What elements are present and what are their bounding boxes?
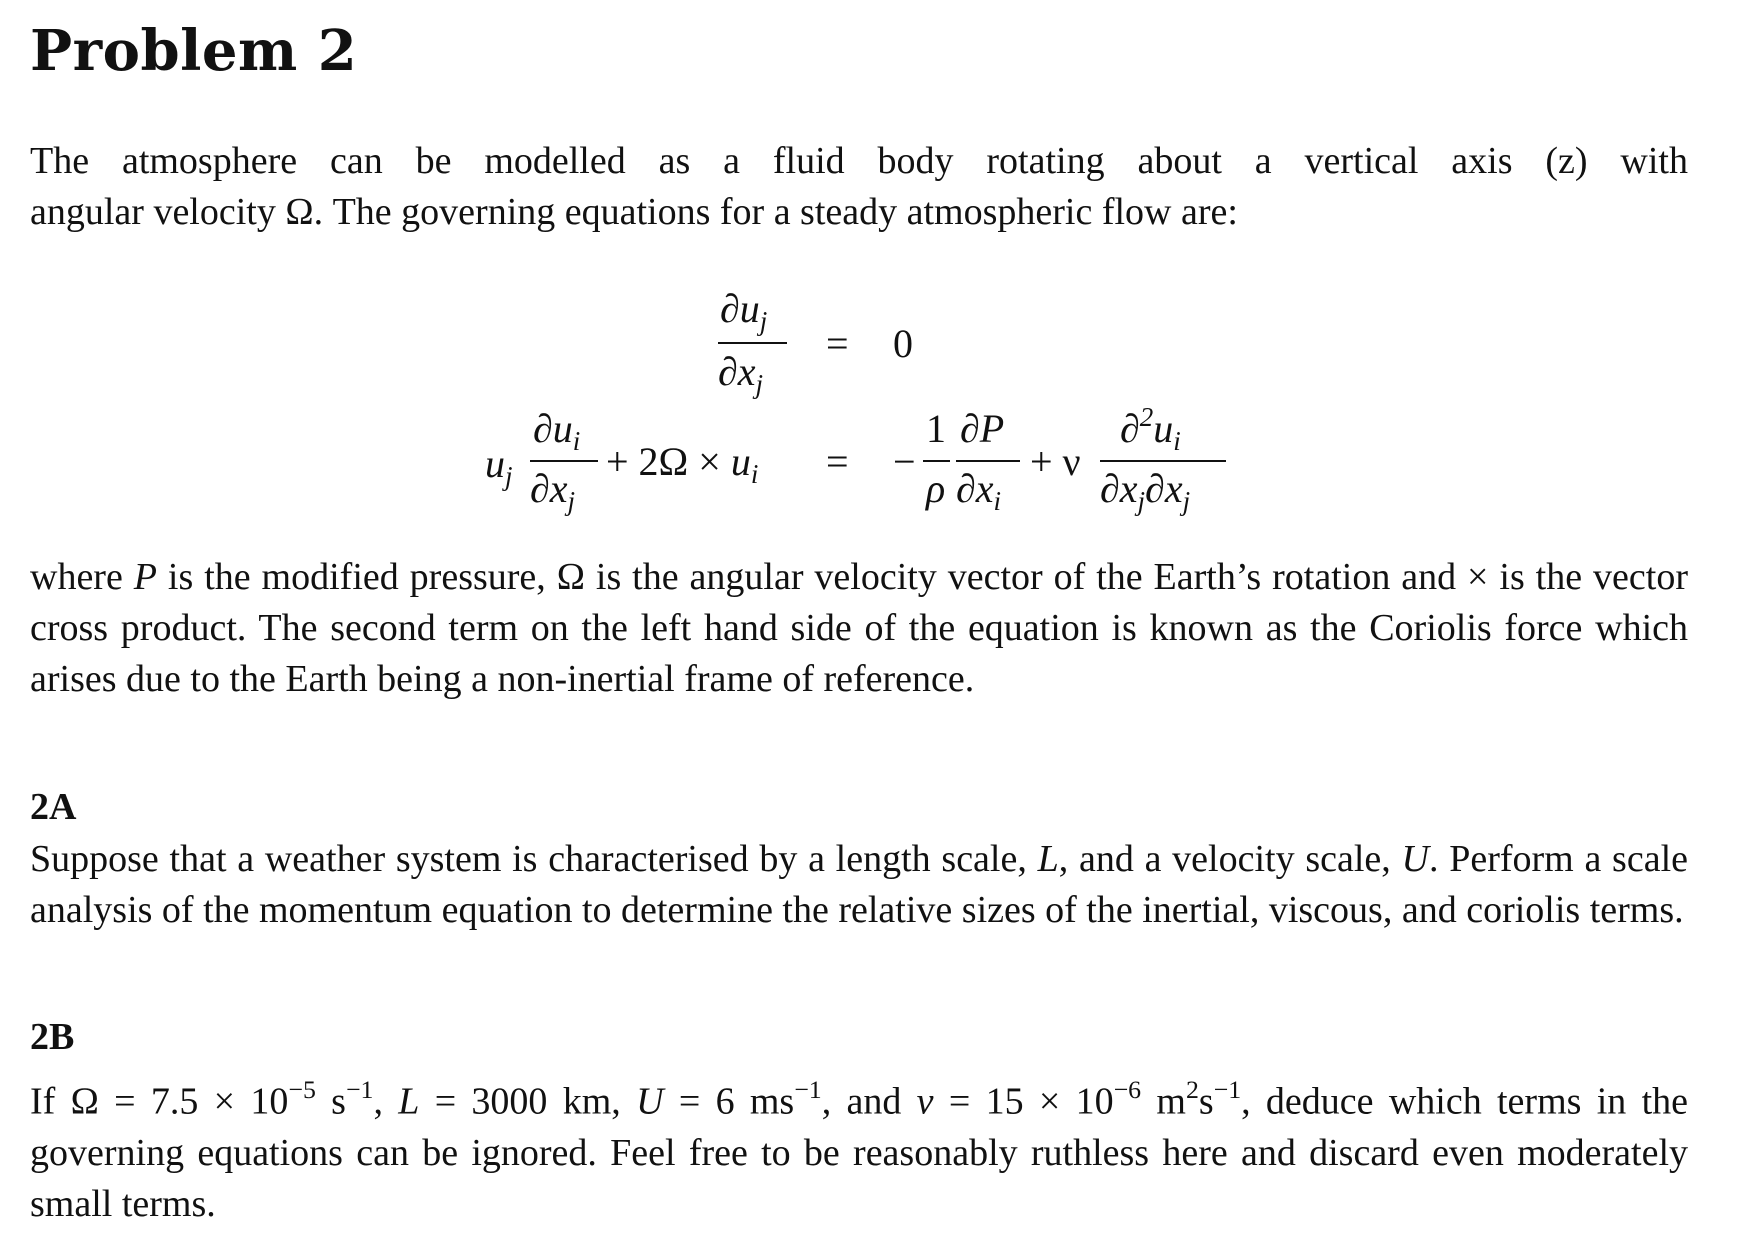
part-2b-text: If $\Omega = 7.5 \times 10^{-5}$ $s^{-1}$, L = 3000 km, U = 6 $ms^{-1}$, and $\nu = 15 \times 10^{-6}$ $m^2s^{-1}$, deduce which terms in the governing equations can be ignored. Feel free to be reasonably ruthless here and discard even moderately small terms. — [30, 1075, 1688, 1225]
eq1-denominator: $\partial x_j$ — [718, 349, 764, 399]
eq2-lhs-numerator: $\partial u_i$ — [533, 406, 581, 456]
continuity-equation — [718, 286, 913, 399]
eq2-rhs-frac2-den: $\partial x_i$ — [956, 466, 1002, 516]
part-2b-heading: 2B — [30, 1016, 75, 1058]
eq2-rhs-frac2-num: ∂P — [960, 406, 1005, 451]
eq2-lhs-denominator: $\partial x_j$ — [530, 466, 576, 516]
governing-equations — [0, 0, 1760, 560]
eq2-minus: − — [893, 439, 916, 484]
eq2-rhs-frac1-den: ρ — [926, 466, 946, 511]
explanation-paragraph: where P is the modified pressure, Ω is the angular velocity vector of the Earth’s rotation and × is the vector cross product. The second term on the left hand side of the equation is known as the Coriolis force which arises due to the Earth being a non-inertial frame of reference. — [30, 556, 1688, 700]
eq2-rhs-frac1-num: 1 — [926, 406, 946, 451]
eq1-equals: = — [826, 321, 849, 366]
eq1-rhs: 0 — [893, 321, 913, 366]
eq2-rhs-frac3-num: $\partial^2u_i$ — [1120, 402, 1181, 456]
eq2-equals: = — [826, 439, 849, 484]
eq2-rhs-frac3-den: $\partial x_j\partial x_j$ — [1100, 466, 1191, 516]
problem-title: Problem 2 — [30, 18, 358, 84]
momentum-equation — [485, 402, 1226, 516]
symbol-P: P — [133, 556, 157, 598]
eq1-numerator: $\partial u_j$ — [720, 286, 768, 336]
eq2-u-j: $u_j$ — [485, 441, 513, 491]
eq2-coriolis-term: + $2\Omega \times u_i$ — [606, 439, 759, 489]
intro-line-2: angular velocity Ω. The governing equations for a steady atmospheric flow are: — [30, 191, 1238, 233]
part-2a-text: Suppose that a weather system is characterised by a length scale, L, and a velocity scale, U. Perform a scale analysis of the momentum equation to determine the relative sizes of the inertial, viscous, and coriolis terms. — [30, 838, 1688, 931]
intro-line-1: The atmosphere can be modelled as a fluid body rotating about a vertical axis (z) with — [30, 140, 1688, 182]
eq2-plus-nu: + ν — [1030, 439, 1081, 484]
part-2a-heading: 2A — [30, 786, 77, 828]
